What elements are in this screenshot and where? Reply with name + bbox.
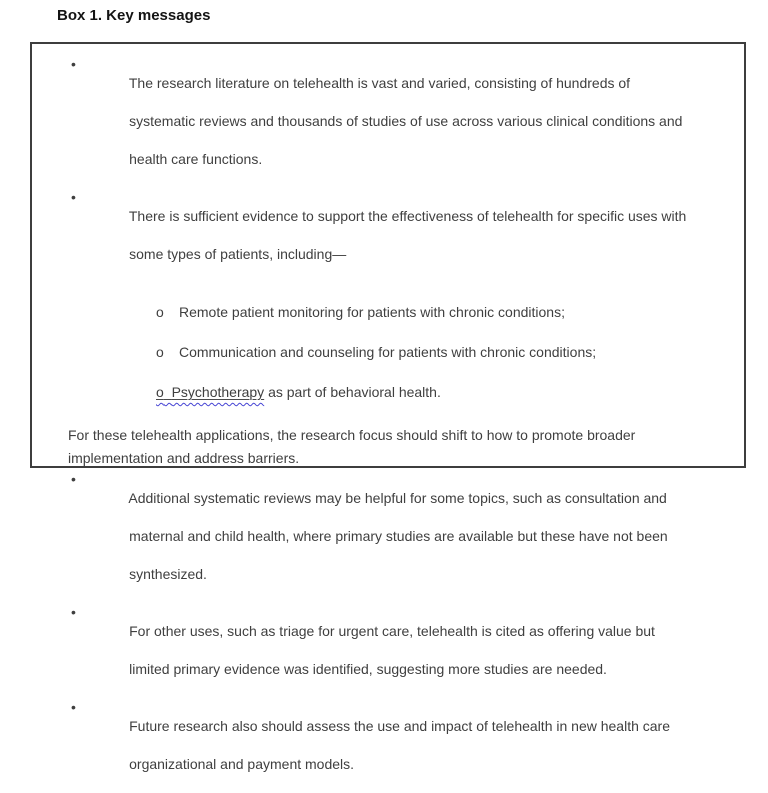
- text-line: implementation and address barriers.: [68, 450, 300, 466]
- paragraph: [68, 424, 744, 470]
- bullet-marker: •: [71, 604, 76, 620]
- sub-list-item: [156, 383, 744, 402]
- text-line: systematic reviews and thousands of studies of use across various clinical conditions and: [129, 113, 683, 129]
- box-title: Box 1. Key messages: [57, 7, 211, 24]
- bullet-marker: •: [71, 699, 76, 715]
- flagged-word: Psychotherapy: [171, 384, 265, 400]
- text-line: some types of patients, including—: [129, 246, 347, 262]
- text-line: There is sufficient evidence to support the effectiveness of telehealth for specific uses with: [128, 208, 687, 224]
- grammar-flagged-fragment: [156, 384, 264, 400]
- list-item: [71, 470, 744, 603]
- list-item-text: [98, 188, 686, 283]
- bullet-marker: •: [71, 189, 76, 205]
- text-line: For other uses, such as triage for urgent care, telehealth is cited as offering value but: [129, 623, 655, 639]
- sub-bullet-marker: o: [156, 344, 164, 360]
- sub-list-item: [156, 343, 744, 362]
- text-line: limited primary evidence was identified, suggesting more studies are needed.: [129, 661, 607, 677]
- sub-list-item: [156, 303, 744, 322]
- sub-list-item-text: Communication and counseling for patients with chronic conditions;: [179, 344, 597, 360]
- list-item-text: [98, 470, 668, 603]
- list-item: [71, 188, 744, 283]
- list-item: [71, 603, 744, 698]
- sub-bullet-marker: o: [156, 304, 164, 320]
- text-line: For these telehealth applications, the research focus should shift to how to promote broader: [68, 427, 636, 443]
- bullet-marker: •: [71, 56, 76, 72]
- sub-bullet-marker: o: [156, 384, 164, 400]
- bullet-marker: •: [71, 471, 76, 487]
- text-line: synthesized.: [129, 566, 207, 582]
- text-line: The research literature on telehealth is vast and varied, consisting of hundreds of: [128, 75, 631, 91]
- list-item-text: [98, 698, 670, 793]
- text-line: Future research also should assess the use and impact of telehealth in new health care: [129, 718, 670, 734]
- text-line: health care functions.: [129, 151, 263, 167]
- text-line: Additional systematic reviews may be helpful for some topics, such as consultation and: [128, 490, 667, 506]
- text-line: organizational and payment models.: [129, 756, 355, 772]
- marker-gap: [164, 384, 172, 400]
- list-item-text: [98, 603, 655, 698]
- list-item: [71, 698, 744, 793]
- text-line: maternal and child health, where primary studies are available but these have not been: [129, 528, 668, 544]
- text-line: as part of behavioral health.: [264, 384, 441, 400]
- key-messages-box: [30, 42, 746, 772]
- list-item-text: [98, 55, 682, 188]
- list-item: [71, 55, 744, 188]
- box-content: [32, 44, 744, 793]
- sub-list-item-text: Remote patient monitoring for patients with chronic conditions;: [179, 304, 565, 320]
